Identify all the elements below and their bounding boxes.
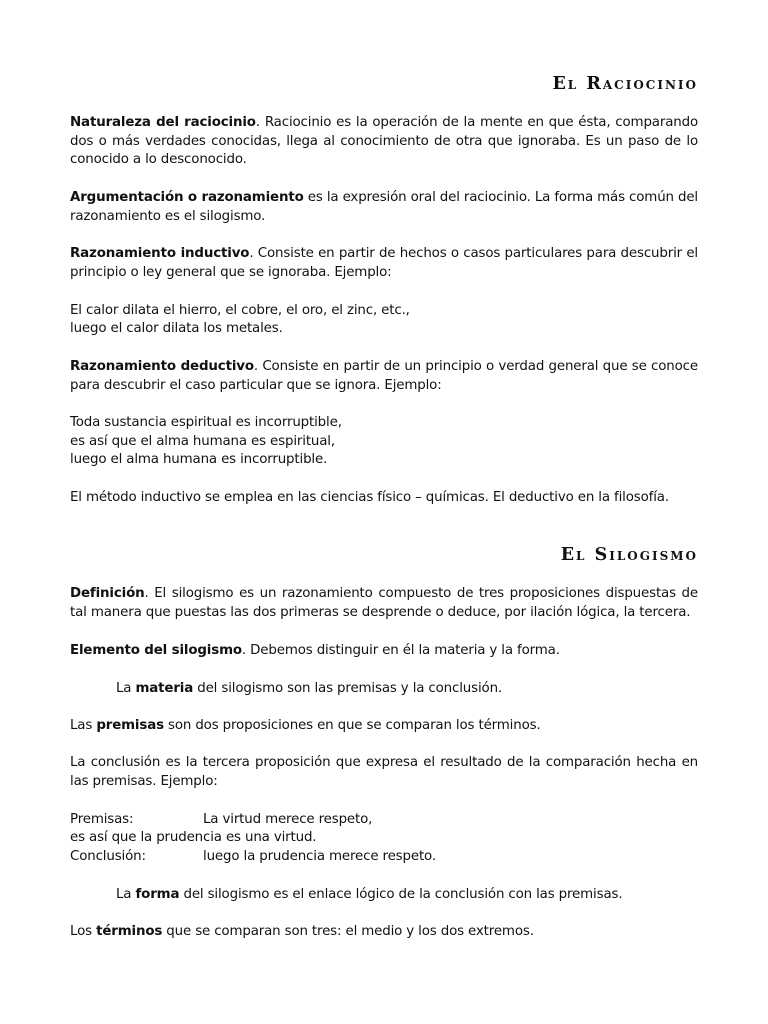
term-terminos: términos <box>96 924 163 939</box>
example-conclusion <box>70 848 436 867</box>
example-line: luego el calor dilata los metales. <box>70 321 283 336</box>
paragraph-inductivo <box>70 245 698 282</box>
paragraph-elemento <box>70 642 560 661</box>
paragraph-naturaleza <box>70 114 698 170</box>
section-title-raciocinio: El Raciocinio <box>552 74 698 94</box>
term-elemento: Elemento del silogismo <box>70 643 242 658</box>
term-argumentacion: Argumentación o razonamiento <box>70 190 304 205</box>
document-page <box>70 0 698 1024</box>
paragraph-text: . Raciocinio es la operación de la mente en que ésta, comparando dos o más verdades conocidas, llega al conocimiento de otra que ignoraba. Es un paso de lo conocido a lo desconocido. <box>70 115 698 168</box>
paragraph-text: . Debemos distinguir en él la materia y la forma. <box>241 643 560 658</box>
paragraph-text: del silogismo es el enlace lógico de la conclusión con las premisas. <box>179 887 623 902</box>
paragraph-text: Las <box>70 718 97 733</box>
conclusion-text: luego la prudencia merece respeto. <box>203 849 436 864</box>
paragraph-text: es la expresión oral del raciocinio. La forma más común del razonamiento es el silogismo. <box>70 190 698 224</box>
example-line: El calor dilata el hierro, el cobre, el oro, el zinc, etc., <box>70 303 410 318</box>
paragraph-deductivo <box>70 358 698 395</box>
paragraph-text: . El silogismo es un razonamiento compuesto de tres proposiciones dispuestas de tal manera que puestas las dos primeras se desprende o deduce, por ilación lógica, la tercera. <box>70 586 698 620</box>
paragraph-argumentacion <box>70 189 698 226</box>
term-premisas: premisas <box>96 718 164 733</box>
section-title-silogismo: El Silogismo <box>560 545 698 565</box>
example-line: Toda sustancia espiritual es incorruptible, <box>70 415 342 430</box>
paragraph-text: que se comparan son tres: el medio y los dos extremos. <box>162 924 534 939</box>
example-line: luego el alma humana es incorruptible. <box>70 452 328 467</box>
term-deductivo: Razonamiento deductivo <box>70 359 254 374</box>
paragraph-terminos <box>70 923 534 942</box>
paragraph-metodo: El método inductivo se emplea en las ciencias físico – químicas. El deductivo en la filosofía. <box>70 490 669 505</box>
paragraph-materia <box>116 680 502 699</box>
premisa-text: La virtud merece respeto, <box>203 812 373 827</box>
premisas-label: Premisas: <box>70 812 134 827</box>
term-forma: forma <box>135 887 180 902</box>
term-inductivo: Razonamiento inductivo <box>70 246 250 261</box>
example-premisa-1 <box>70 811 373 830</box>
example-line: es así que el alma humana es espiritual, <box>70 434 335 449</box>
paragraph-definicion <box>70 585 698 622</box>
term-naturaleza: Naturaleza del raciocinio <box>70 115 256 130</box>
paragraph-conclusion: La conclusión es la tercera proposición que expresa el resultado de la comparación hecha en las premisas. Ejemplo: <box>70 755 698 789</box>
term-materia: materia <box>135 681 194 696</box>
paragraph-forma <box>116 886 622 905</box>
paragraph-text: La <box>116 681 136 696</box>
paragraph-text: . Consiste en partir de hechos o casos particulares para descubrir el principio o ley general que se ignoraba. Ejemplo: <box>70 246 698 280</box>
paragraph-text: La <box>116 887 136 902</box>
term-definicion: Definición <box>70 586 145 601</box>
paragraph-text: . Consiste en partir de un principio o verdad general que se conoce para descubrir el caso particular que se ignora. Ejemplo: <box>70 359 698 393</box>
example-premisa-2: es así que la prudencia es una virtud. <box>70 830 317 845</box>
paragraph-text: Los <box>70 924 97 939</box>
conclusion-label: Conclusión: <box>70 849 146 864</box>
paragraph-text: son dos proposiciones en que se comparan los términos. <box>163 718 541 733</box>
paragraph-text: del silogismo son las premisas y la conclusión. <box>193 681 503 696</box>
paragraph-premisas <box>70 717 541 736</box>
